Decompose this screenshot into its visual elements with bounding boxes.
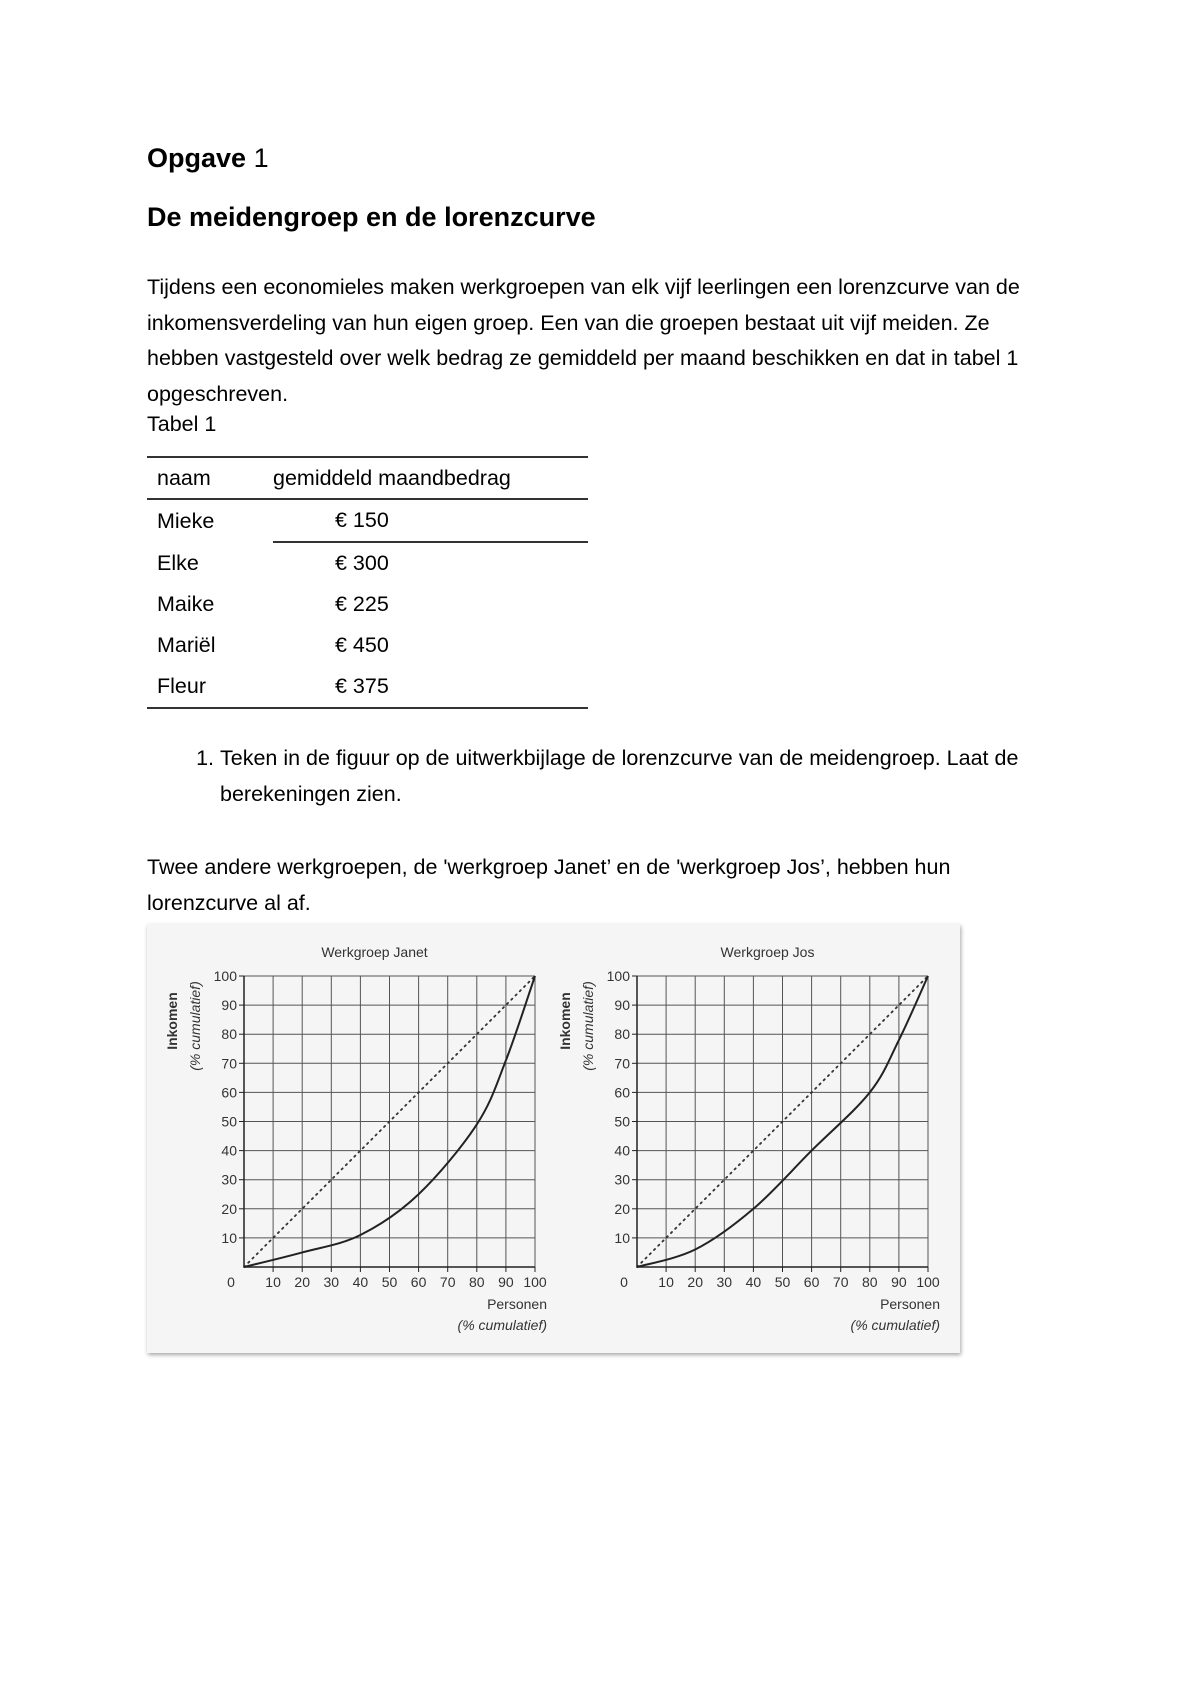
chart-2-x-tick-label: 0: [620, 1274, 628, 1290]
chart-2-y-tick-label: 20: [614, 1200, 630, 1217]
chart-1-y-tick-label: 90: [221, 997, 237, 1014]
table-header-row: [147, 457, 588, 499]
chart-1-y-label: Inkomen: [164, 992, 180, 1050]
chart-1-y-tick-label: 50: [221, 1113, 237, 1130]
opgave-number: 1: [253, 143, 269, 173]
chart-1-y-tick-label: 100: [213, 968, 237, 984]
chart-2-x-tick-label: 70: [832, 1274, 849, 1290]
chart-1-y-tick-label: 40: [221, 1142, 237, 1159]
opgave-heading: [147, 143, 269, 174]
chart-1-y-tick-label: 10: [221, 1229, 237, 1246]
table-row: [147, 584, 588, 625]
intro-paragraph: Tijdens een economieles maken werkgroepen van elk vijf leerlingen een lorenzcurve van de inkomensverdeling van hun eigen groep. Een van die groepen bestaat uit vijf meiden. Ze hebben vastgesteld over welk bedrag ze gemiddeld per maand beschikken en dat in tabel 1 opgeschreven.: [147, 275, 1020, 406]
chart-2-y-tick-label: 60: [614, 1084, 630, 1101]
chart-1-y-tick-label: 30: [221, 1171, 237, 1188]
chart-1-x-label-unit: (% cumulatief): [457, 1317, 547, 1333]
opgave-word: Opgave: [147, 143, 247, 173]
chart-2-y-label-unit: (% cumulatief): [580, 981, 596, 1071]
row-amount: € 225: [335, 592, 389, 616]
section-title: De meidengroep en de lorenzcurve: [147, 202, 596, 232]
income-table: [147, 456, 588, 709]
row-amount: € 300: [335, 551, 389, 575]
chart-2-y-tick-label: 10: [614, 1229, 630, 1246]
chart-2-x-tick-label: 10: [658, 1274, 674, 1290]
chart-1-x-tick-label: 80: [469, 1274, 485, 1290]
chart-1-x-tick-label: 50: [381, 1274, 398, 1290]
chart-2-y-tick-label: 50: [614, 1113, 630, 1130]
chart-2-y-tick-label: 40: [614, 1142, 630, 1159]
header-name: naam: [157, 465, 211, 490]
chart-2-y-tick-label: 80: [614, 1026, 630, 1043]
chart-2-y-tick-label: 100: [606, 968, 630, 984]
chart-1-x-tick-label: 10: [265, 1274, 281, 1290]
chart-2-y-tick-label: 70: [614, 1055, 630, 1072]
table-row: [147, 499, 588, 542]
chart-1-x-tick-label: 40: [352, 1274, 369, 1290]
table-row: [147, 542, 588, 584]
chart-2-x-tick-label: 100: [916, 1274, 940, 1290]
chart-2-title: Werkgroep Jos: [720, 944, 815, 960]
chart-2-x-tick-label: 20: [687, 1274, 703, 1290]
chart-1-x-tick-label: 100: [523, 1274, 547, 1290]
table-caption: Tabel 1: [147, 412, 217, 436]
chart-1-x-tick-label: 30: [323, 1274, 340, 1290]
chart-1-y-tick-label: 70: [221, 1055, 237, 1072]
lorenz-charts-svg: [147, 924, 960, 1353]
chart-2-x-label: Personen: [880, 1296, 940, 1312]
chart-1-y-tick-label: 20: [221, 1200, 237, 1217]
chart-1-x-tick-label: 70: [439, 1274, 456, 1290]
chart-1-y-label-unit: (% cumulatief): [187, 981, 203, 1071]
row-amount: € 450: [335, 633, 389, 657]
chart-2-y-tick-label: 30: [614, 1171, 630, 1188]
row-name: Mieke: [157, 508, 215, 533]
lorenz-figure: [147, 924, 960, 1353]
chart-1-y-tick-label: 80: [221, 1026, 237, 1043]
chart-1-y-tick-label: 60: [221, 1084, 237, 1101]
chart-2-y-label: Inkomen: [557, 992, 573, 1050]
row-name: Maike: [157, 592, 215, 616]
chart-2-x-tick-label: 40: [745, 1274, 762, 1290]
row-name: Fleur: [157, 674, 206, 698]
chart-2-x-tick-label: 30: [716, 1274, 733, 1290]
chart-2-x-label-unit: (% cumulatief): [850, 1317, 940, 1333]
chart-1-x-label: Personen: [487, 1296, 547, 1312]
chart-2-x-tick-label: 90: [891, 1274, 907, 1290]
chart-1-x-tick-label: 20: [294, 1274, 310, 1290]
chart-1-title: Werkgroep Janet: [321, 944, 428, 960]
row-name: Mariël: [157, 633, 216, 657]
table-row: [147, 625, 588, 666]
chart-1-x-tick-label: 60: [410, 1274, 427, 1290]
chart-2-x-tick-label: 80: [862, 1274, 878, 1290]
header-amount: gemiddeld maandbedrag: [273, 465, 511, 490]
followup-paragraph: Twee andere werkgroepen, de 'werkgroep Janet’ en de 'werkgroep Jos’, hebben hun lorenzcurve al af.: [147, 855, 951, 915]
chart-1-x-tick-label: 0: [227, 1274, 235, 1290]
question-list: [147, 740, 1120, 812]
chart-1-x-tick-label: 90: [498, 1274, 514, 1290]
chart-2-y-tick-label: 90: [614, 997, 630, 1014]
chart-2-x-tick-label: 50: [774, 1274, 791, 1290]
row-amount: € 375: [335, 674, 389, 698]
chart-2-x-tick-label: 60: [803, 1274, 820, 1290]
table-row: [147, 666, 588, 708]
row-amount: € 150: [273, 499, 588, 542]
row-name: Elke: [157, 550, 199, 575]
question-item: 1. Teken in de figuur op de uitwerkbijlage de lorenzcurve van de meidengroep. Laat de berekeningen zien.: [220, 740, 1120, 812]
